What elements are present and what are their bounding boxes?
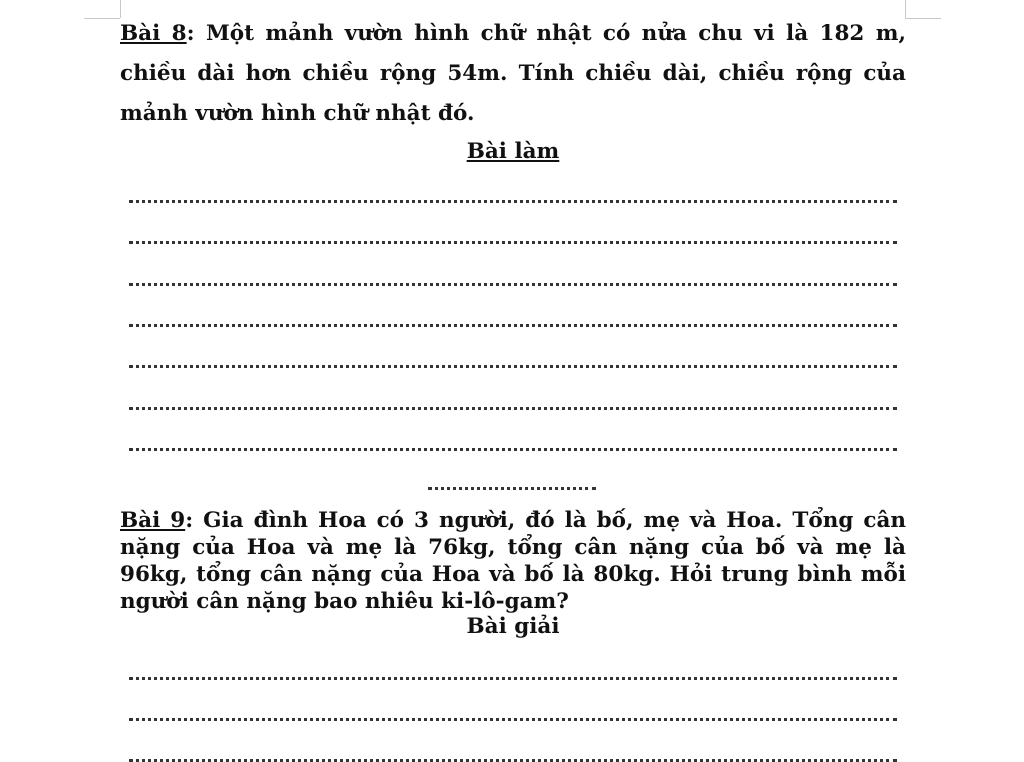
problem-8-dotted-line: [129, 241, 897, 244]
problem-8-dotted-line: [129, 324, 897, 327]
problem-8-dotted-line: [129, 407, 897, 410]
problem-8-short-dotted-line: [428, 487, 596, 490]
crop-mark-top-left-horizontal: [84, 18, 120, 19]
crop-mark-top-right-horizontal: [905, 18, 941, 19]
problem-8-dotted-line: [129, 448, 897, 451]
problem-9-statement: [120, 507, 906, 615]
problem-8-dotted-line: [129, 283, 897, 286]
problem-8-text: : Một mảnh vườn hình chữ nhật có nửa chu vi là 182 m, chiều dài hơn chiều rộng 54m. Tính chiều dài, chiều rộng của mảnh vườn hình chữ nhật đó.: [120, 21, 907, 126]
problem-9-label: Bài 9: [120, 508, 186, 533]
problem-8-dotted-line: [129, 200, 897, 203]
problem-8-dotted-line: [129, 365, 897, 368]
problem-8-answer-heading: Bài làm: [466, 139, 560, 164]
problem-9-answer-heading: Bài giải: [466, 614, 560, 639]
problem-9-text: : Gia đình Hoa có 3 người, đó là bố, mẹ và Hoa. Tổng cân nặng của Hoa và mẹ là 76kg, tổng cân nặng của bố và mẹ là 96kg, tổng cân nặng của Hoa và bố là 80kg. Hỏi trung bình mỗi người cân nặng bao nhiêu ki-lô-gam?: [120, 508, 907, 614]
problem-8-label: Bài 8: [120, 21, 187, 46]
problem-8-statement: [120, 14, 906, 134]
problem-9-dotted-line: [129, 677, 897, 680]
problem-9-dotted-line: [129, 718, 897, 721]
